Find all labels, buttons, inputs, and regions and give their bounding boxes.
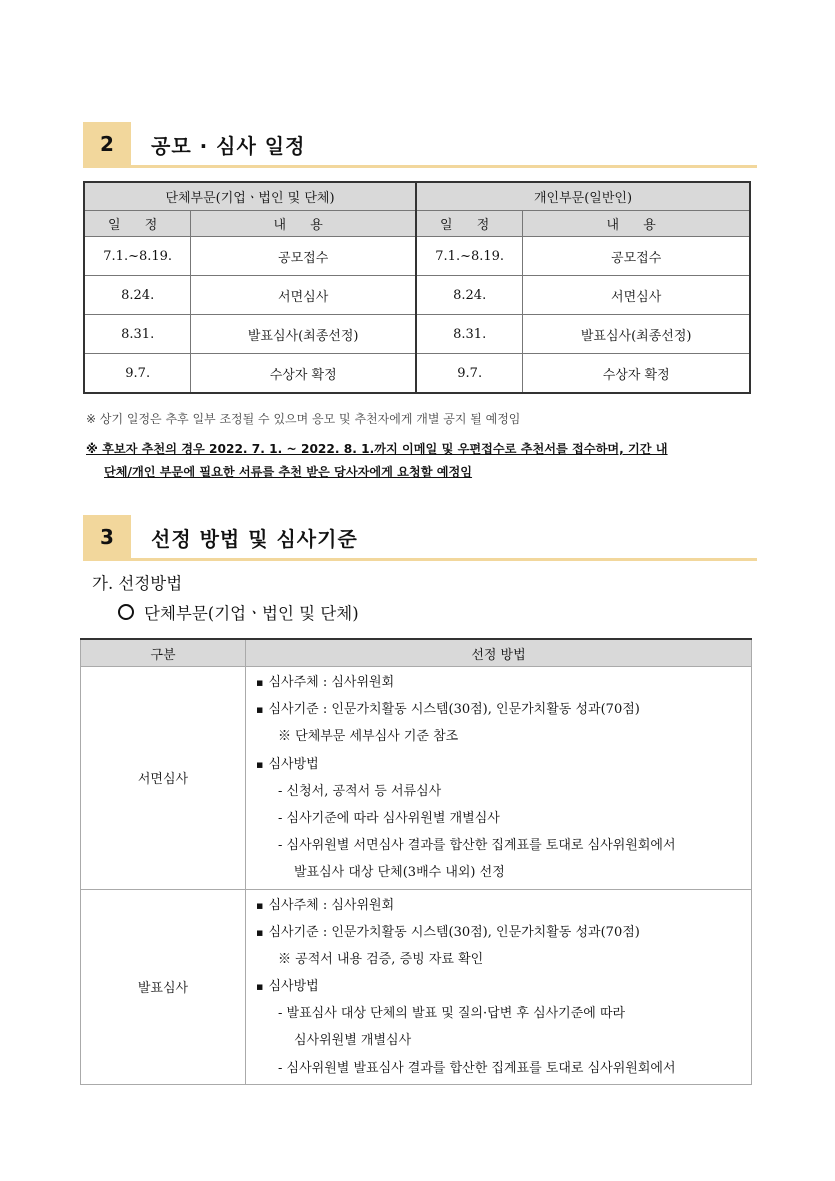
cell-date: 8.24. <box>416 276 523 315</box>
table-header-row <box>81 639 752 667</box>
row-body-presentation-review <box>246 889 752 1084</box>
cell-content: 서면심사 <box>191 276 416 315</box>
recommendation-note-line-2: 단체/개인 부문에 필요한 서류를 추천 받은 당사자에게 요청할 예정임 <box>104 465 473 479</box>
section-underline <box>83 165 757 168</box>
recommendation-note <box>86 438 758 484</box>
list-item: ▪ 심사기준 : 인문가치활동 시스템(30점), 인문가치활동 성과(70점) <box>256 696 751 723</box>
schedule-table <box>83 181 751 394</box>
list-item: - 심사위원별 발표심사 결과를 합산한 집계표를 토대로 심사위원회에서 <box>278 1060 676 1076</box>
list-item: ▪ 심사방법 <box>256 973 751 1000</box>
header-type: 구분 <box>81 639 246 667</box>
table-header-row <box>84 182 750 211</box>
cell-date: 8.31. <box>84 315 191 354</box>
row-label-presentation-review: 발표심사 <box>81 889 246 1084</box>
table-row <box>84 276 750 315</box>
subheading-org-category <box>118 600 359 624</box>
cell-date: 8.31. <box>416 315 523 354</box>
table-header-row <box>84 211 750 237</box>
schedule-note: ※ 상기 일정은 추후 일부 조정될 수 있으며 응모 및 추천자에게 개별 공지 될 예정임 <box>86 412 521 426</box>
header-content: 내 용 <box>191 211 416 237</box>
list-item: ※ 단체부문 세부심사 기준 참조 <box>278 729 459 745</box>
list-item: ▪ 심사방법 <box>256 751 751 778</box>
list-item: - 발표심사 대상 단체의 발표 및 질의·답변 후 심사기준에 따라 <box>278 1006 626 1022</box>
cell-date: 9.7. <box>416 354 523 394</box>
circle-bullet-icon <box>118 604 134 620</box>
section-title: 선정 방법 및 심사기준 <box>151 526 358 551</box>
cell-content: 공모접수 <box>523 237 750 276</box>
list-item: - 심사기준에 따라 심사위원별 개별심사 <box>278 810 500 826</box>
subheading-selection-method: 가. 선정방법 <box>92 574 183 593</box>
section-3-header <box>83 515 757 559</box>
header-org-category: 단체부문(기업ㆍ법인 및 단체) <box>84 182 416 211</box>
header-content: 내 용 <box>523 211 750 237</box>
section-2-header <box>83 122 757 166</box>
section-number: 2 <box>83 122 131 166</box>
cell-date: 8.24. <box>84 276 191 315</box>
criteria-table <box>80 638 752 1085</box>
cell-date: 7.1.~8.19. <box>416 237 523 276</box>
row-label-document-review: 서면심사 <box>81 667 246 890</box>
list-item: - 심사위원별 서면심사 결과를 합산한 집계표를 토대로 심사위원회에서 <box>278 838 676 854</box>
subheading-org-category-text: 단체부문(기업ㆍ법인 및 단체) <box>144 604 359 623</box>
table-row <box>81 889 752 1084</box>
cell-content: 발표심사(최종선정) <box>191 315 416 354</box>
table-row <box>84 354 750 394</box>
cell-content: 서면심사 <box>523 276 750 315</box>
recommendation-note-line-1: ※ 후보자 추천의 경우 2022. 7. 1. ~ 2022. 8. 1.까지 이메일 및 우편접수로 추천서를 접수하며, 기간 내 <box>86 442 668 456</box>
header-date: 일 정 <box>84 211 191 237</box>
cell-date: 7.1.~8.19. <box>84 237 191 276</box>
header-date: 일 정 <box>416 211 523 237</box>
table-row <box>81 667 752 890</box>
header-method: 선정 방법 <box>246 639 752 667</box>
table-row <box>84 315 750 354</box>
cell-content: 수상자 확정 <box>523 354 750 394</box>
section-underline <box>83 558 757 561</box>
list-item: ▪ 심사기준 : 인문가치활동 시스템(30점), 인문가치활동 성과(70점) <box>256 919 751 946</box>
list-item: - 신청서, 공적서 등 서류심사 <box>278 783 442 799</box>
list-item: 발표심사 대상 단체(3배수 내외) 선정 <box>294 865 505 881</box>
cell-content: 수상자 확정 <box>191 354 416 394</box>
header-individual-category: 개인부문(일반인) <box>416 182 750 211</box>
section-number: 3 <box>83 515 131 559</box>
cell-content: 발표심사(최종선정) <box>523 315 750 354</box>
row-body-document-review <box>246 667 752 890</box>
section-title: 공모 · 심사 일정 <box>151 133 306 158</box>
list-item: ※ 공적서 내용 검증, 증빙 자료 확인 <box>278 951 484 967</box>
table-row <box>84 237 750 276</box>
list-item: 심사위원별 개별심사 <box>294 1033 412 1049</box>
list-item: ▪ 심사주체 : 심사위원회 <box>256 892 751 919</box>
cell-content: 공모접수 <box>191 237 416 276</box>
cell-date: 9.7. <box>84 354 191 394</box>
list-item: ▪ 심사주체 : 심사위원회 <box>256 669 751 696</box>
